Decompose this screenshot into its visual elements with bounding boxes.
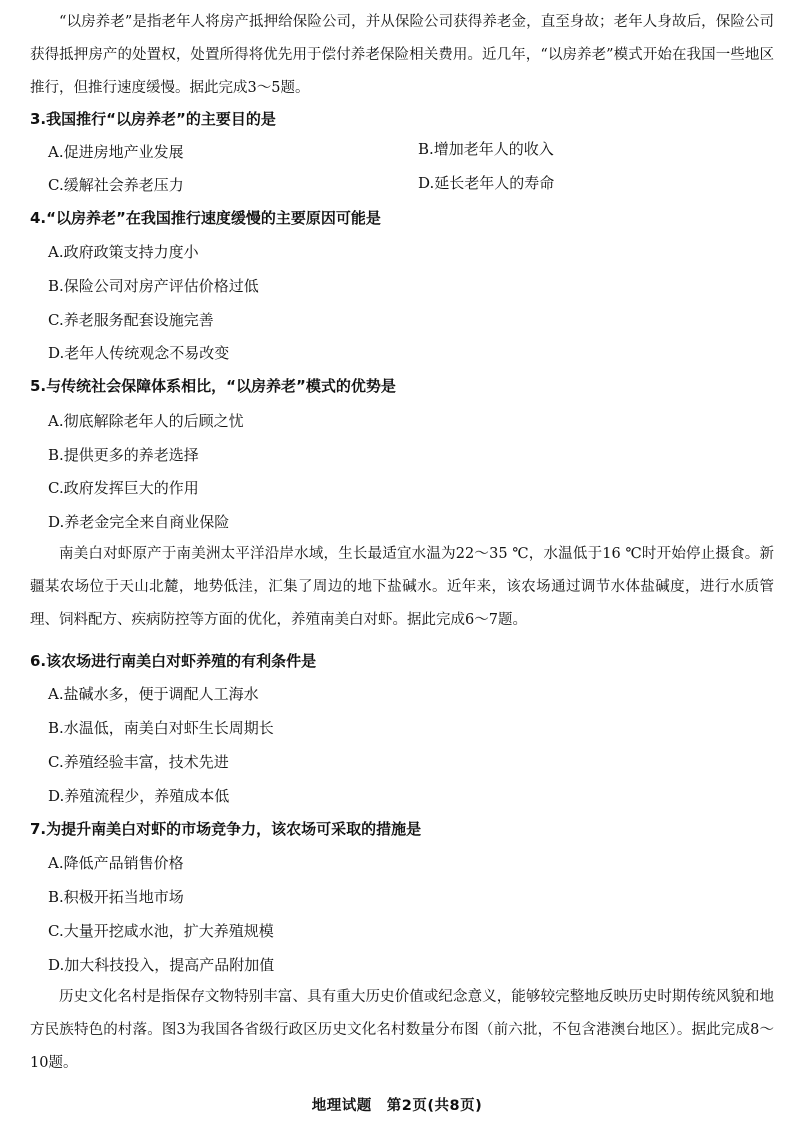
- question-5-option-d: D.养老金完全来自商业保险: [48, 513, 230, 531]
- question-3-stem: 3.我国推行“以房养老”的主要目的是: [30, 110, 276, 128]
- question-7-option-d: D.加大科技投入，提高产品附加值: [48, 956, 275, 974]
- question-6-option-d: D.养殖流程少，养殖成本低: [48, 787, 230, 805]
- question-3-option-d: D.延长老年人的寿命: [418, 174, 555, 192]
- question-7-option-c: C.大量开挖咸水池，扩大养殖规模: [48, 922, 274, 940]
- question-3-option-a: A.促进房地产业发展: [48, 143, 184, 161]
- passage-historic-villages: 历史文化名村是指保存文物特别丰富、具有重大历史价值或纪念意义，能够较完整地反映历史时期传统风貌和地方民族特色的村落。图3为我国各省级行政区历史文化名村数量分布图（前六批，不包含港澳台地区）。据此完成8～10题。: [30, 989, 774, 1071]
- question-5-option-b: B.提供更多的养老选择: [48, 446, 199, 464]
- question-5-stem: 5.与传统社会保障体系相比，“以房养老”模式的优势是: [30, 377, 396, 395]
- question-7-option-b: B.积极开拓当地市场: [48, 888, 184, 906]
- question-6-option-a: A.盐碱水多，便于调配人工海水: [48, 685, 259, 703]
- question-6-option-c: C.养殖经验丰富，技术先进: [48, 753, 229, 771]
- question-7-stem: 7.为提升南美白对虾的市场竞争力，该农场可采取的措施是: [30, 820, 422, 838]
- question-4-option-c: C.养老服务配套设施完善: [48, 311, 214, 329]
- question-5-option-a: A.彻底解除老年人的后顾之忧: [48, 412, 244, 430]
- question-4-option-a: A.政府政策支持力度小: [48, 243, 199, 261]
- passage-shrimp-farm: 南美白对虾原产于南美洲太平洋沿岸水域，生长最适宜水温为22～35 ℃，水温低于16 ℃时开始停止摄食。新疆某农场位于天山北麓，地势低洼，汇集了周边的地下盐碱水。近年来，该农场通过调节水体盐碱度，进行水质管理、饲料配方、疾病防控等方面的优化，养殖南美白对虾。据此完成6～7题。: [30, 546, 774, 628]
- question-6-option-b: B.水温低，南美白对虾生长周期长: [48, 719, 274, 737]
- question-4-stem: 4.“以房养老”在我国推行速度缓慢的主要原因可能是: [30, 209, 381, 227]
- page-footer: 地理试题 第2页(共8页): [311, 1098, 483, 1114]
- question-5-option-c: C.政府发挥巨大的作用: [48, 479, 199, 497]
- question-3-option-c: C.缓解社会养老压力: [48, 176, 184, 194]
- question-6-stem: 6.该农场进行南美白对虾养殖的有利条件是: [30, 652, 317, 670]
- question-7-option-a: A.降低产品销售价格: [48, 854, 184, 872]
- passage-reverse-mortgage: “以房养老”是指老年人将房产抵押给保险公司，并从保险公司获得养老金，直至身故；老年人身故后，保险公司获得抵押房产的处置权，处置所得将优先用于偿付养老保险相关费用。近几年，“以房养老”模式开始在我国一些地区推行，但推行速度缓慢。据此完成3～5题。: [30, 14, 774, 96]
- question-3-option-b: B.增加老年人的收入: [418, 140, 554, 158]
- question-4-option-d: D.老年人传统观念不易改变: [48, 344, 230, 362]
- question-4-option-b: B.保险公司对房产评估价格过低: [48, 277, 259, 295]
